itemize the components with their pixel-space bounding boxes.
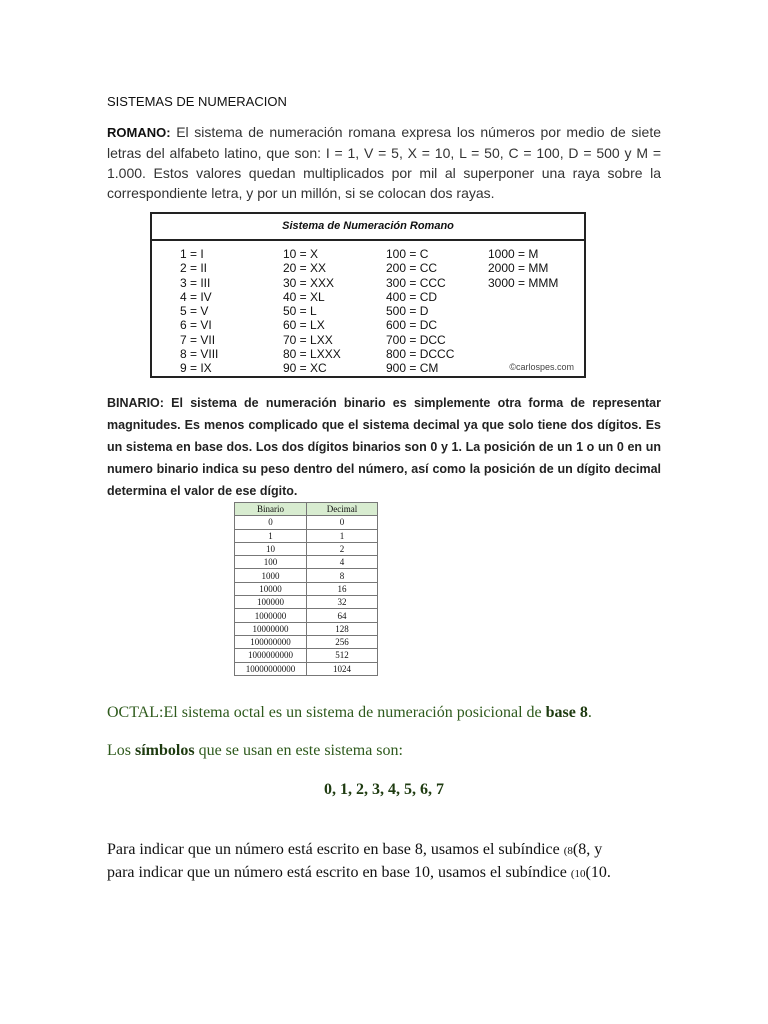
table-row bbox=[235, 569, 378, 582]
romano-label: ROMANO: bbox=[107, 125, 171, 140]
binary-cell: 100 bbox=[235, 556, 307, 569]
roman-entry: 3000 = MMM bbox=[488, 275, 559, 290]
decimal-cell: 512 bbox=[307, 649, 378, 662]
roman-entry: 50 = L bbox=[283, 304, 317, 319]
simbolos-post: que se usan en este sistema son: bbox=[194, 742, 403, 759]
roman-column-units bbox=[180, 247, 218, 376]
roman-entry: 4 = IV bbox=[180, 289, 212, 304]
octal-base: base 8 bbox=[545, 704, 588, 721]
header-decimal: Decimal bbox=[307, 503, 378, 516]
binario-label: BINARIO: bbox=[107, 396, 164, 410]
roman-entry: 7 = VII bbox=[180, 332, 216, 347]
simbolos-paragraph bbox=[107, 742, 403, 760]
roman-entry: 500 = D bbox=[386, 304, 429, 319]
binary-cell: 10000000 bbox=[235, 622, 307, 635]
roman-entry: 40 = XL bbox=[283, 289, 325, 304]
decimal-cell: 2 bbox=[307, 542, 378, 555]
subindice-line2-text: para indicar que un número está escrito en base 10, usamos el subíndice bbox=[107, 864, 571, 881]
roman-column-thousands bbox=[488, 247, 558, 290]
roman-table-credit: ©carlospes.com bbox=[509, 362, 574, 372]
subindice-line1-sub: (8 bbox=[563, 845, 573, 857]
roman-entry: 1 = I bbox=[180, 247, 204, 261]
decimal-cell: 8 bbox=[307, 569, 378, 582]
table-row bbox=[235, 542, 378, 555]
roman-entry: 20 = XX bbox=[283, 261, 327, 276]
decimal-cell: 4 bbox=[307, 556, 378, 569]
table-row bbox=[235, 635, 378, 648]
binary-cell: 10 bbox=[235, 542, 307, 555]
roman-entry: 2000 = MM bbox=[488, 261, 549, 276]
decimal-cell: 64 bbox=[307, 609, 378, 622]
roman-entry: 60 = LX bbox=[283, 318, 325, 333]
roman-entry: 8 = VIII bbox=[180, 347, 219, 362]
roman-numeral-table bbox=[150, 212, 586, 378]
roman-entry: 600 = DC bbox=[386, 318, 438, 333]
roman-entry: 10 = X bbox=[283, 247, 319, 261]
roman-entry: 30 = XXX bbox=[283, 275, 335, 290]
roman-entry: 5 = V bbox=[180, 304, 209, 319]
table-row bbox=[235, 529, 378, 542]
decimal-cell: 32 bbox=[307, 596, 378, 609]
table-row bbox=[235, 596, 378, 609]
roman-entry: 300 = CCC bbox=[386, 275, 446, 290]
subindice-line2-sub: (10 bbox=[570, 868, 586, 880]
roman-table-divider bbox=[152, 239, 584, 241]
decimal-cell: 128 bbox=[307, 622, 378, 635]
table-row bbox=[235, 556, 378, 569]
decimal-cell: 1024 bbox=[307, 662, 378, 675]
subindice-line1-text: Para indicar que un número está escrito en base 8, usamos el subíndice bbox=[107, 841, 564, 858]
simbolos-bold: símbolos bbox=[135, 742, 195, 759]
table-row bbox=[235, 662, 378, 675]
roman-column-tens bbox=[283, 247, 341, 376]
table-row bbox=[235, 609, 378, 622]
roman-entry: 2 = II bbox=[180, 261, 208, 276]
binary-cell: 100000000 bbox=[235, 635, 307, 648]
roman-entry: 800 = DCCC bbox=[386, 347, 455, 362]
roman-column-hundreds bbox=[386, 247, 454, 376]
binary-cell: 10000 bbox=[235, 582, 307, 595]
roman-table-title: Sistema de Numeración Romano bbox=[282, 220, 454, 232]
subindice-line-1 bbox=[107, 839, 611, 862]
subindice-line2-end: (10. bbox=[585, 864, 611, 881]
roman-entry: 1000 = M bbox=[488, 247, 539, 261]
subindice-line-2 bbox=[107, 862, 611, 885]
octal-label: OCTAL: bbox=[107, 704, 164, 721]
decimal-cell: 256 bbox=[307, 635, 378, 648]
table-header-row bbox=[235, 503, 378, 516]
roman-entry: 70 = LXX bbox=[283, 332, 333, 347]
binary-cell: 1 bbox=[235, 529, 307, 542]
binary-cell: 1000 bbox=[235, 569, 307, 582]
octal-digits: 0, 1, 2, 3, 4, 5, 6, 7 bbox=[324, 781, 444, 798]
roman-entry: 900 = CM bbox=[386, 361, 439, 376]
page-title: SISTEMAS DE NUMERACION bbox=[107, 94, 287, 109]
table-row bbox=[235, 622, 378, 635]
roman-entry: 9 = IX bbox=[180, 361, 212, 376]
binario-text: El sistema de numeración binario es simplemente otra forma de representar magnitudes. Es menos complicado que el sistema decimal ya que solo tiene dos dígitos. Es un sistema en base dos. Los dos dígitos binarios son 0 y 1. La posición de un 1 o un 0 en un numero binario indica su peso dentro del número, así como la posición de un dígito decimal determina el valor de ese dígito. bbox=[107, 396, 661, 498]
roman-entry: 3 = III bbox=[180, 275, 211, 290]
binario-paragraph bbox=[107, 392, 661, 502]
table-row bbox=[235, 582, 378, 595]
roman-entry: 100 = C bbox=[386, 247, 429, 261]
binary-cell: 100000 bbox=[235, 596, 307, 609]
roman-entry: 6 = VI bbox=[180, 318, 212, 333]
roman-entry: 700 = DCC bbox=[386, 332, 446, 347]
octal-text: El sistema octal es un sistema de numeración posicional de bbox=[163, 704, 546, 721]
binary-cell: 0 bbox=[235, 516, 307, 529]
octal-end: . bbox=[587, 704, 592, 721]
header-binario: Binario bbox=[235, 503, 307, 516]
subindice-line1-end: (8, y bbox=[572, 841, 603, 858]
roman-entry: 90 = XC bbox=[283, 361, 327, 376]
simbolos-pre: Los bbox=[107, 742, 135, 759]
table-row bbox=[235, 649, 378, 662]
binary-cell: 1000000 bbox=[235, 609, 307, 622]
octal-paragraph bbox=[107, 704, 592, 722]
romano-paragraph bbox=[107, 122, 661, 203]
decimal-cell: 16 bbox=[307, 582, 378, 595]
subindice-paragraph bbox=[107, 839, 611, 885]
binary-decimal-table bbox=[234, 502, 378, 676]
decimal-cell: 1 bbox=[307, 529, 378, 542]
roman-entry: 80 = LXXX bbox=[283, 347, 341, 362]
roman-entry: 200 = CC bbox=[386, 261, 438, 276]
table-row bbox=[235, 516, 378, 529]
romano-text: El sistema de numeración romana expresa los números por medio de siete letras del alfabeto latino, que son: I = 1, V = 5, X = 10, L = 50, C = 100, D = 500 y M = 1.000. Estos valores quedan multiplicados por mil al superponer una raya sobre la correspondiente letra, y por un millón, si se colocan dos rayas. bbox=[107, 124, 661, 201]
decimal-cell: 0 bbox=[307, 516, 378, 529]
binary-cell: 1000000000 bbox=[235, 649, 307, 662]
binary-cell: 10000000000 bbox=[235, 662, 307, 675]
roman-entry: 400 = CD bbox=[386, 289, 438, 304]
